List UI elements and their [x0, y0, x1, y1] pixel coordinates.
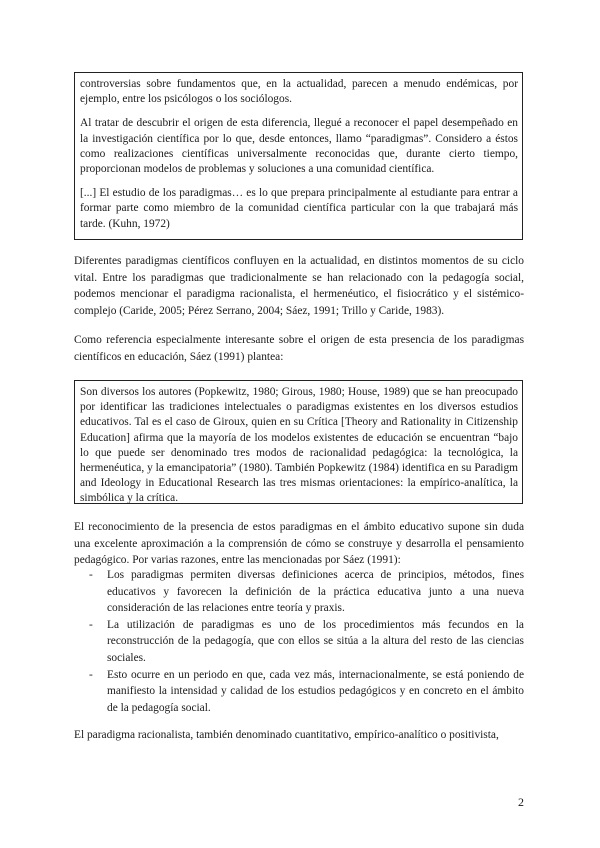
- reasons-list: [74, 567, 524, 716]
- page-number: 2: [518, 795, 524, 809]
- quote-paragraph: Al tratar de descubrir el origen de esta diferencia, llegué a reconocer el papel desempeñado en la investigación científica por lo que, desde entonces, llamo “paradigmas”. Considero a éstos como realizaciones científicas universalmente reconocidas que, durante cierto tiempo, proporcionan modelos de problemas y soluciones a una comunidad científica.: [80, 117, 518, 176]
- kuhn-quote-box: [74, 72, 523, 240]
- list-item: [74, 617, 524, 667]
- body-paragraph: Diferentes paradigmas científicos confluyen en la actualidad, en distintos momentos de su ciclo vital. Entre los paradigmas que tradicionalmente se han relacionado con la pedagogía social, podemos mencionar el paradigma racionalista, el hermenéutico, el fisiocrático y el sistémico-complejo (Caride, 2005; Pérez Serrano, 2004; Sáez, 1991; Trillo y Caride, 1983).: [74, 255, 524, 317]
- body-paragraph: Como referencia especialmente interesante sobre el origen de esta presencia de los paradigmas científicos en educación, Sáez (1991) plantea:: [74, 334, 524, 363]
- list-bullet: -: [89, 618, 93, 631]
- body-paragraph: El reconocimiento de la presencia de estos paradigmas en el ámbito educativo supone sin duda una excelente aproximación a la comprensión de cómo se construye y desarrolla el pensamiento pedagógico. Por varias razones, entre las mencionadas por Sáez (1991):: [74, 521, 524, 567]
- list-item-text: Esto ocurre en un periodo en que, cada vez más, internacionalmente, se está poniendo de manifiesto la intensidad y calidad de los estudios pedagógicos y en concreto en el ámbito de la pedagogía social.: [107, 668, 524, 714]
- list-item-text: Los paradigmas permiten diversas definiciones acerca de principios, métodos, fines educativos y favorecen la definición de la práctica educativa junto a una nueva consideración de las relaciones entre teoría y praxis.: [107, 569, 524, 615]
- list-bullet: -: [89, 569, 93, 581]
- list-bullet: -: [89, 668, 93, 681]
- body-paragraph: El paradigma racionalista, también denominado cuantitativo, empírico-analítico o positivista,: [74, 729, 499, 741]
- quote-paragraph: Son diversos los autores (Popkewitz, 1980; Girous, 1980; House, 1989) que se han preocupado por identificar las tradiciones intelectuales o paradigmas existentes en los diversos estudios educativos. Tal es el caso de Giroux, quien en su Crítica [Theory and Rationality in Citizenship Education] afirma que la mayoría de los modelos existentes de educación se encuentran “bajo lo que puede ser denominado tres modos de racionalidad pedagógica: la tecnológica, la hermenéutica, y la emancipatoria” (1980). También Popkewitz (1984) identifica en su Paradigm and Ideology in Educational Research las tres mismas orientaciones: la empírico-analítica, la simbólica y la crítica.: [80, 386, 518, 505]
- saez-quote-box: [74, 380, 523, 504]
- list-item: [74, 567, 524, 617]
- list-item-text: La utilización de paradigmas es uno de los procedimientos más fecundos en la reconstrucción de la pedagogía, que con ellos se sitúa a la altura del resto de las ciencias sociales.: [107, 618, 524, 664]
- quote-paragraph: [...] El estudio de los paradigmas… es lo que prepara principalmente al estudiante para entrar a formar parte como miembro de la comunidad científica particular con la que trabajará más tarde. (Kuhn, 1972): [80, 187, 518, 230]
- quote-paragraph: controversias sobre fundamentos que, en la actualidad, parecen a menudo endémicas, por ejemplo, entre los psicólogos o los sociólogos.: [80, 78, 518, 106]
- list-item: [74, 667, 524, 717]
